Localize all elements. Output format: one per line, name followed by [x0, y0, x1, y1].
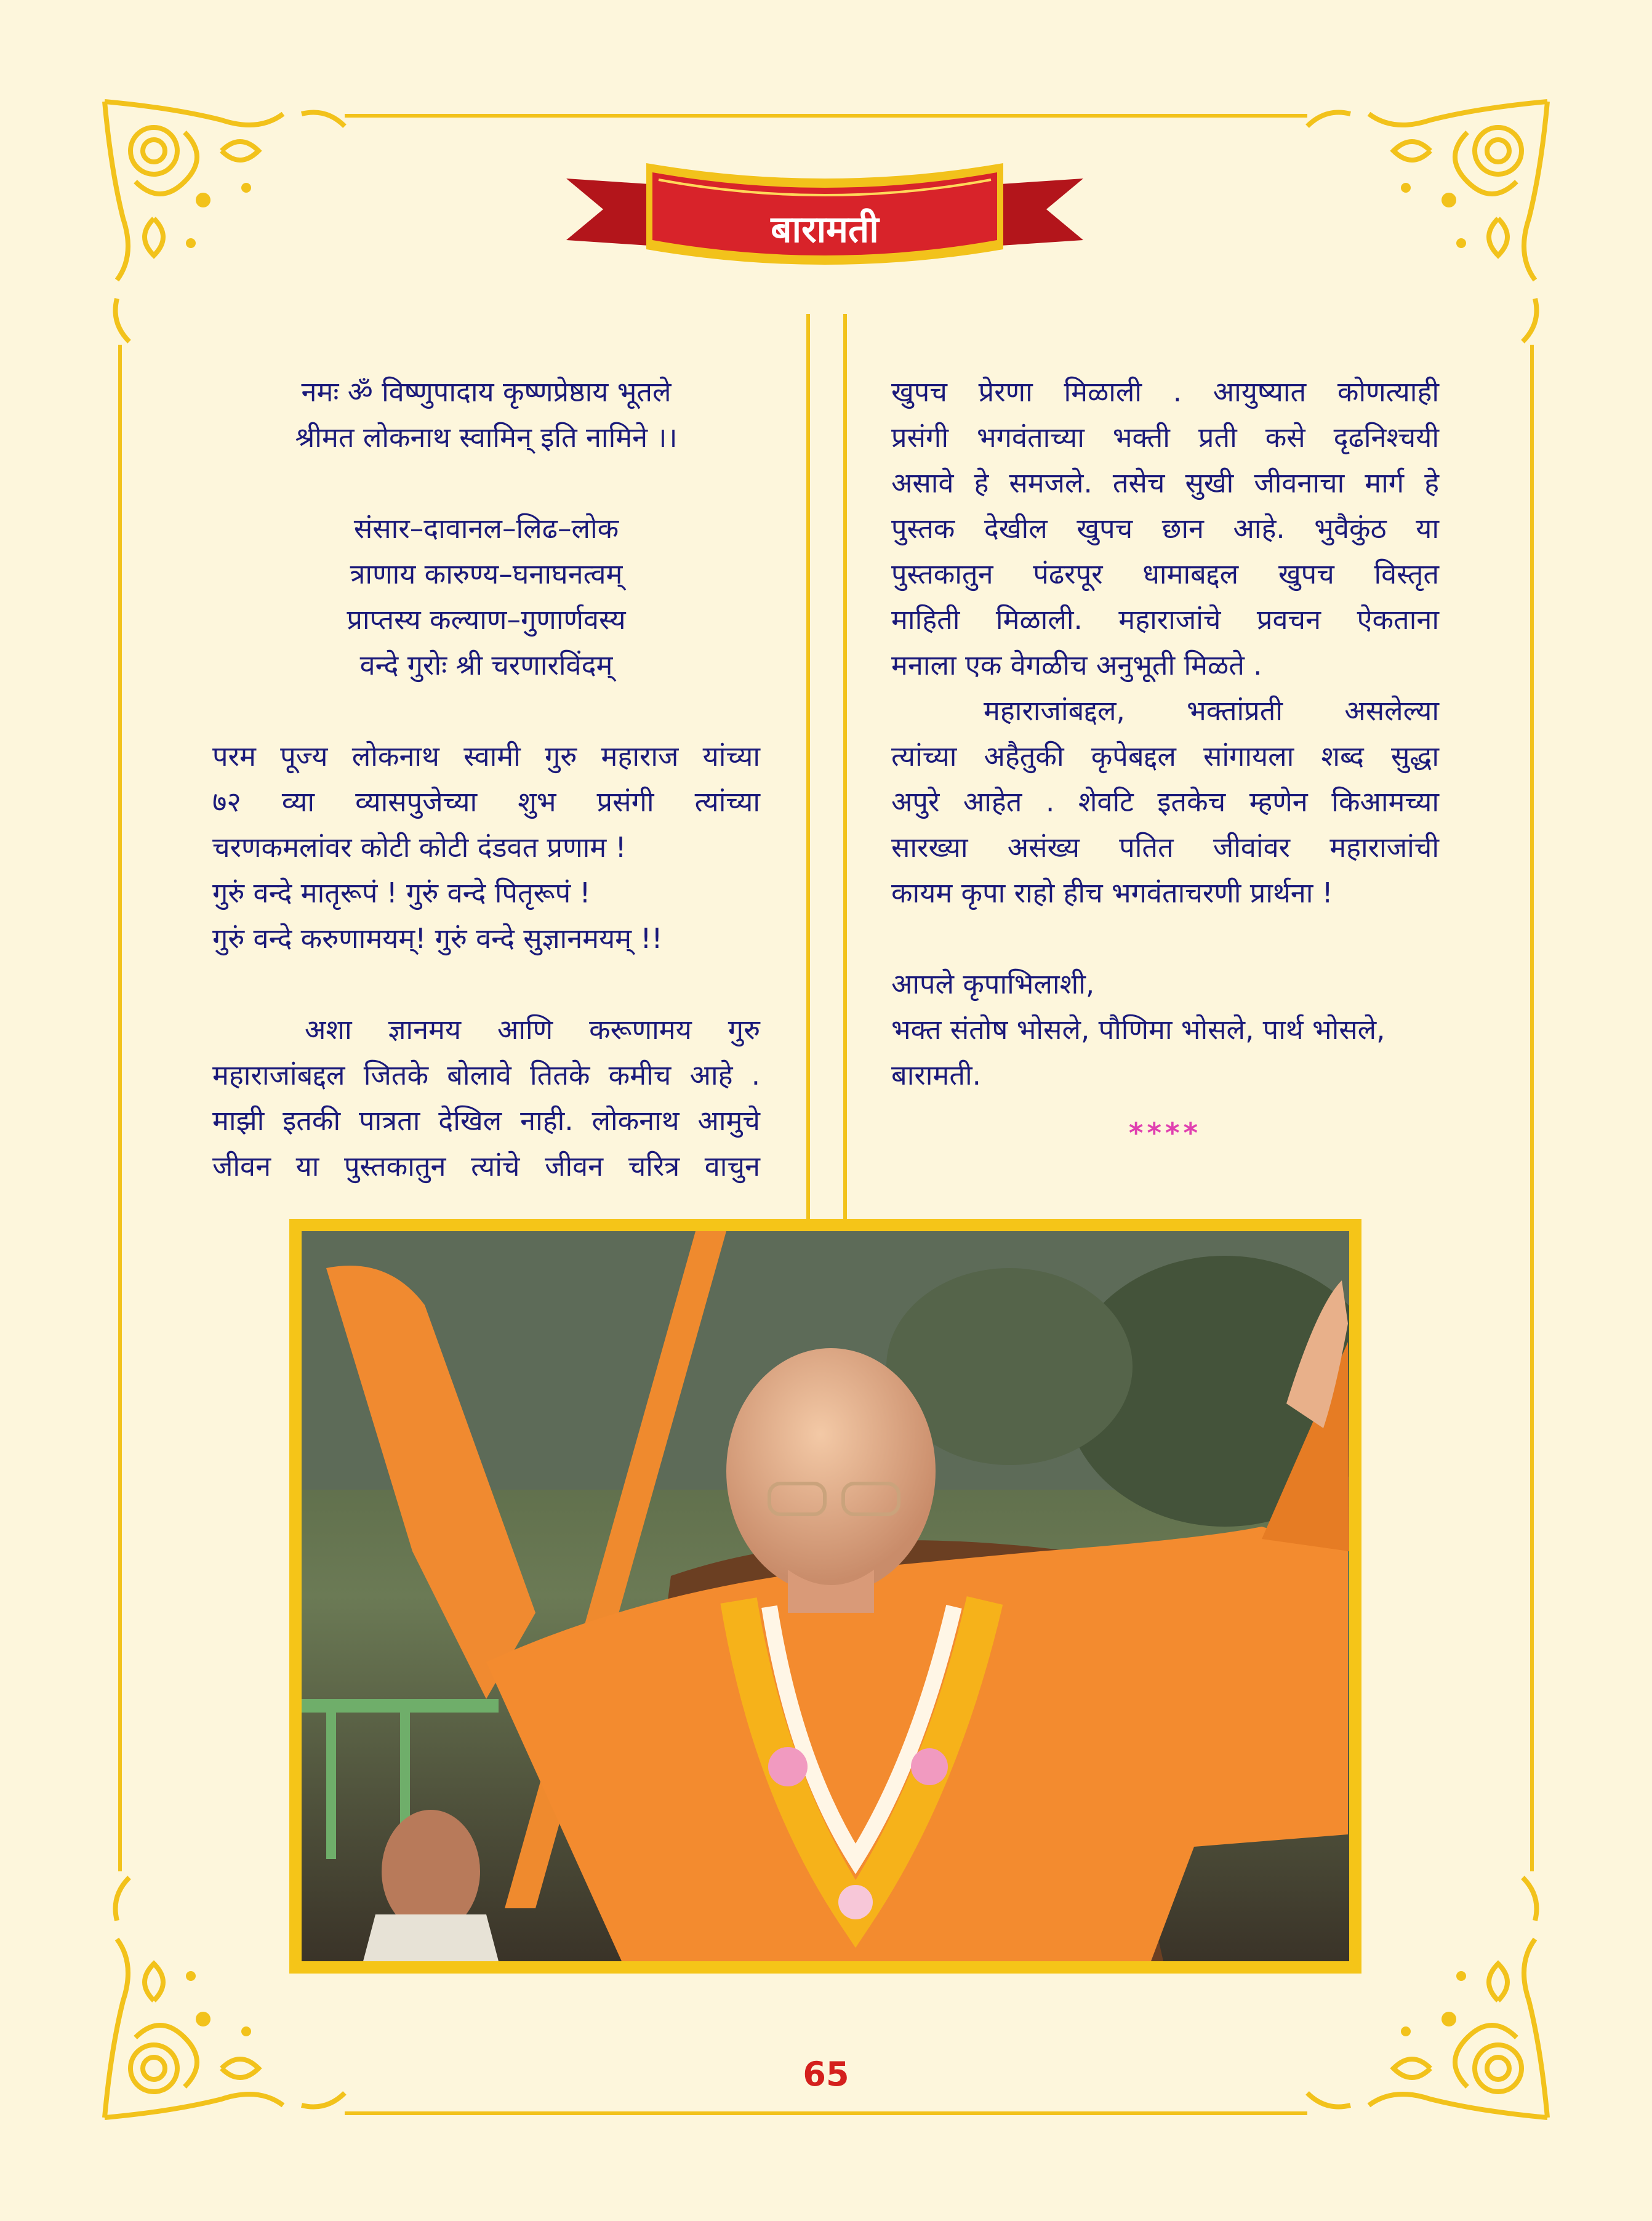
- corner-ornament-top-left-icon: [98, 95, 357, 354]
- body-paragraph-right-1: [891, 369, 1439, 688]
- text-line: मनाला एक वेगळीच अनुभूती मिळते .: [891, 649, 1262, 681]
- column-divider-right: [843, 314, 847, 1219]
- verse-line: नमः ॐ विष्णुपादाय कृष्णप्रेष्ठाय भूतले: [301, 376, 672, 408]
- text-line: महाराजांबद्दल, भक्तांप्रती असलेल्या: [984, 694, 1439, 727]
- text-line: माहिती मिळाली. महाराजांचे प्रवचन ऐकताना: [891, 603, 1439, 636]
- text-line: सारख्या असंख्य पतित जीवांवर महाराजांची: [891, 831, 1439, 864]
- text-line: प्रसंगी भगवंताच्या भक्ती प्रती कसे दृढनिश्चयी: [891, 421, 1439, 454]
- body-paragraph-left: [212, 1007, 760, 1189]
- text-line: ७२ व्या व्यासपुजेच्या शुभ प्रसंगी त्यांच्या: [212, 785, 760, 818]
- page-title: बारामती: [771, 208, 879, 251]
- signoff: [891, 962, 1439, 1098]
- verse-line: त्राणाय कारुण्य–घनाघनत्वम्: [350, 558, 623, 590]
- guru-photo: [302, 1231, 1349, 1961]
- border-right-line: [1530, 345, 1534, 1871]
- text-line: माझी इतकी पात्रता देखिल नाही. लोकनाथ आमुचे: [212, 1104, 760, 1137]
- text-line: अशा ज्ञानमय आणि करूणामय गुरु: [305, 1013, 760, 1046]
- border-left-line: [118, 345, 122, 1871]
- text-line: खुपच प्रेरणा मिळाली . आयुष्यात कोणत्याही: [891, 376, 1439, 408]
- left-column: [212, 369, 760, 1189]
- text-line: पुस्तकातुन पंढरपूर धामाबद्दल खुपच विस्तृत: [891, 558, 1439, 590]
- tribute-paragraph: [212, 734, 760, 962]
- border-bottom-line: [345, 2111, 1307, 2115]
- page-number: 65: [803, 2055, 849, 2094]
- signoff-line: भक्त संतोष भोसले, पौणिमा भोसले, पार्थ भोसले,: [891, 1013, 1385, 1046]
- text-line: अपुरे आहेत . शेवटि इतकेच म्हणेन किआमच्या: [891, 785, 1439, 818]
- right-column: [891, 369, 1439, 1156]
- verse-line: प्राप्तस्य कल्याण–गुणार्णवस्य: [347, 603, 626, 636]
- verse-line: संसार–दावानल–लिढ–लोक: [353, 512, 619, 545]
- verse-line: श्रीमत लोकनाथ स्वामिन् इति नामिने ।।: [295, 421, 678, 454]
- body-paragraph-right-2: [891, 688, 1439, 916]
- column-divider-left: [806, 314, 810, 1219]
- text-line: गुरुं वन्दे करुणामयम्! गुरुं वन्दे सुज्ञानमयम् !!: [212, 922, 663, 955]
- text-line: गुरुं वन्दे मातृरूपं ! गुरुं वन्दे पितृरूपं !: [212, 877, 591, 909]
- sanskrit-verse-1: [212, 369, 760, 460]
- text-line: महाराजांबद्दल जितके बोलावे तितके कमीच आहे .: [212, 1059, 760, 1091]
- sanskrit-verse-2: [212, 506, 760, 688]
- text-line: पुस्तक देखील खुपच छान आहे. भुवैकुंठ या: [891, 512, 1439, 545]
- text-line: कायम कृपा राहो हीच भगवंताचरणी प्रार्थना !: [891, 877, 1333, 909]
- decorative-stars: ****: [1128, 1117, 1202, 1149]
- signoff-line: बारामती.: [891, 1059, 981, 1091]
- text-line: जीवन या पुस्तकातुन त्यांचे जीवन चरित्र वाचुन: [212, 1150, 760, 1183]
- signoff-line: आपले कृपाभिलाशी,: [891, 968, 1095, 1000]
- border-top-line: [345, 114, 1307, 118]
- text-line: असावे हे समजले. तसेच सुखी जीवनाचा मार्ग हे: [891, 467, 1439, 499]
- text-line: परम पूज्य लोकनाथ स्वामी गुरु महाराज यांच्या: [212, 740, 760, 773]
- corner-ornament-top-right-icon: [1295, 95, 1554, 354]
- verse-line: वन्दे गुरोः श्री चरणारविंदम्: [359, 649, 613, 681]
- text-line: त्यांच्या अहैतुकी कृपेबद्दल सांगायला शब्द सुद्धा: [891, 740, 1439, 773]
- text-line: चरणकमलांवर कोटी कोटी दंडवत प्रणाम !: [212, 831, 627, 864]
